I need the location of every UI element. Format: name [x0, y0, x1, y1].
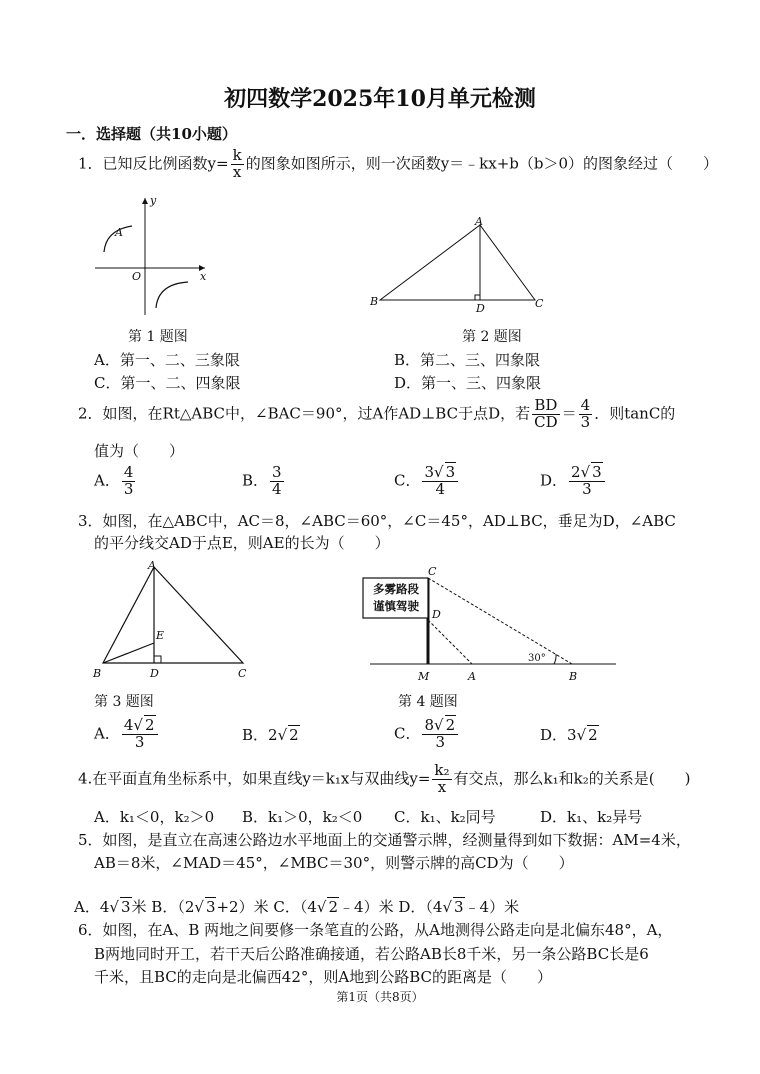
q4-option-d: D．k₁、k₂异号 — [540, 808, 643, 826]
svg-text:B: B — [569, 670, 578, 683]
q4-option-c: C．k₁、k₂同号 — [394, 808, 496, 826]
svg-text:B: B — [93, 667, 102, 680]
question-4-stem: 4.在平面直角坐标系中，如果直线y＝k₁x与双曲线y= $\frac{\text{k₂}}{x}$ 有交点，那么k₁和k₂的关系是( ) — [78, 761, 691, 796]
figure-4-caption: 第 4 题图 — [398, 694, 458, 710]
q4-option-a: A．k₁＜0，k₂＞0 — [94, 808, 215, 826]
question-3-line2: 的平分线交AD于点E，则AE的长为（ ） — [94, 534, 390, 552]
svg-text:C: C — [535, 297, 544, 310]
q2-option-a: A． $\frac{4}{3}$ — [94, 463, 134, 498]
svg-text:A: A — [115, 226, 123, 239]
svg-text:C: C — [428, 565, 437, 578]
q5-options: A．4√ 3米 B．（2√ 3+2）米 C．（4√ 2﹣4）米 D．（4√ 3﹣4）米 — [74, 898, 520, 916]
figure-3-triangle — [88, 555, 258, 685]
svg-text:D: D — [432, 608, 441, 621]
question-6-line1: 6．如图，在A、B 两地之间要修一条笔直的公路，从A地测得公路走向是北偏东48°，A， — [78, 921, 673, 939]
question-1-stem: 1．已知反比例函数y= $\frac{k}{x}$ 的图象如图所示，则一次函数y＝﹣kx+b（b＞0）的图象经过（ ） — [78, 146, 719, 181]
q3-option-c: C． $\frac{8√ 2}{3}$ — [394, 718, 460, 751]
svg-text:C: C — [238, 667, 247, 680]
figure-2-triangle — [365, 215, 555, 315]
svg-text:B: B — [370, 295, 379, 308]
svg-text:D: D — [476, 302, 485, 315]
q1-option-a: A．第一、二、三象限 — [94, 351, 240, 369]
question-6-line2: B两地同时开工，若干天后公路准确接通，若公路AB长8千米，另一条公路BC长是6 — [94, 945, 649, 963]
svg-text:y: y — [150, 194, 157, 207]
q3-option-a: A． $\frac{4√ 2}{3}$ — [94, 718, 160, 751]
page-footer: 第1页（共8页） — [336, 990, 424, 1004]
question-5-line1: 5．如图，是直立在高速公路边水平地面上的交通警示牌，经测量得到如下数据：AM=4米， — [78, 831, 691, 849]
svg-text:D: D — [150, 667, 159, 680]
figure-2-caption: 第 2 题图 — [462, 329, 522, 345]
svg-text:A: A — [148, 559, 156, 572]
svg-text:30°: 30° — [528, 653, 546, 664]
figure-1-hyperbola — [90, 190, 220, 320]
svg-text:x: x — [200, 270, 207, 283]
svg-text:A: A — [468, 670, 476, 683]
q3-option-b: B．2√ 2 — [242, 726, 299, 744]
svg-text:M: M — [418, 670, 430, 683]
question-2-stem-line2: 值为（ ） — [94, 442, 185, 460]
svg-text:O: O — [132, 270, 142, 283]
q3-option-d: D．3√ 2 — [540, 726, 598, 744]
warning-sign-text: 多雾路段 谨慎驾驶 — [373, 582, 419, 613]
question-5-line2: AB＝8米，∠MAD＝45°，∠MBC＝30°，则警示牌的高CD为（ ） — [94, 854, 574, 872]
svg-text:E: E — [156, 629, 165, 642]
question-3-line1: 3．如图，在△ABC中，AC＝8，∠ABC＝60°，∠C＝45°，AD⊥BC，垂足为D，∠ABC — [78, 512, 676, 530]
page-title: 初四数学2025年10月单元检测 — [224, 86, 536, 112]
q2-option-c: C． $\frac{3√ 3}{4}$ — [394, 465, 460, 498]
section-heading: 一．选择题（共10小题） — [66, 125, 237, 143]
figure-4-warning-sign — [358, 560, 620, 685]
figure-3-caption: 第 3 题图 — [94, 694, 154, 710]
figure-1-caption: 第 1 题图 — [128, 329, 188, 345]
q1-option-b: B．第二、三、四象限 — [394, 351, 541, 369]
q2-option-d: D． $\frac{2√ 3}{3}$ — [540, 465, 607, 498]
q2-option-b: B． $\frac{3}{4}$ — [242, 463, 282, 498]
svg-text:A: A — [475, 215, 483, 228]
question-2-stem: 2．如图，在Rt△ABC中，∠BAC＝90°，过A作AD⊥BC于点D，若 $\frac{BD}{CD}$ ＝ $\frac{4}{3}$ ．则tanC的 — [78, 396, 676, 431]
q4-option-b: B．k₁＞0，k₂＜0 — [242, 808, 363, 826]
question-6-line3: 千米，且BC的走向是北偏西42°，则A地到公路BC的距离是（ ） — [94, 968, 552, 986]
q1-option-c: C．第一、二、四象限 — [94, 374, 241, 392]
q1-option-d: D．第一、三、四象限 — [394, 374, 542, 392]
